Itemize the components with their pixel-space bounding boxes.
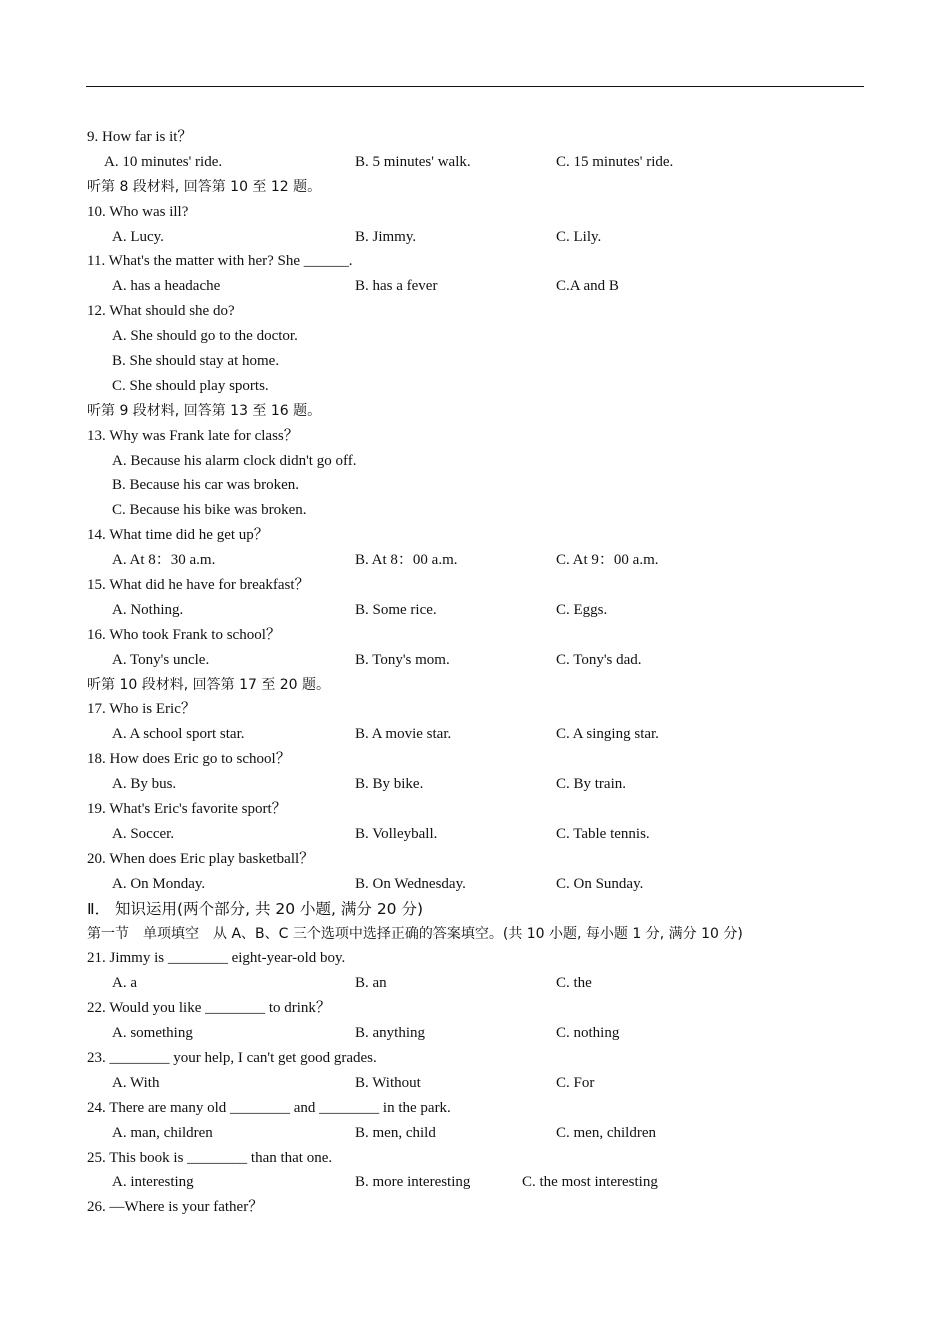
options-15 xyxy=(87,598,867,623)
option-b: B. more interesting xyxy=(355,1174,471,1191)
options-11 xyxy=(87,274,867,299)
option-c: C. By train. xyxy=(556,776,626,793)
section-heading-8: 听第 8 段材料, 回答第 10 至 12 题。 xyxy=(87,178,322,195)
option-a: A. On Monday. xyxy=(112,875,206,892)
option-c: C. men, children xyxy=(556,1124,656,1141)
option-a: A. Nothing. xyxy=(112,601,184,618)
option-b: B. Because his car was broken. xyxy=(112,477,300,494)
options-21 xyxy=(87,971,867,996)
option-c: C. Because his bike was broken. xyxy=(112,502,307,519)
question-10: 10. Who was ill? xyxy=(87,203,189,220)
option-a: A. man, children xyxy=(112,1124,213,1141)
option-b: B. On Wednesday. xyxy=(355,875,466,892)
option-b: B. Jimmy. xyxy=(355,228,417,245)
question-12: 12. What should she do? xyxy=(87,303,235,320)
option-b: B. Some rice. xyxy=(355,601,437,618)
option-c: C. At 9：00 a.m. xyxy=(556,552,659,569)
exam-page xyxy=(87,125,867,1220)
section-heading-10: 听第 10 段材料, 回答第 17 至 20 题。 xyxy=(87,676,331,693)
question-20: 20. When does Eric play basketball？ xyxy=(87,850,315,867)
option-c: C. She should play sports. xyxy=(112,377,269,394)
option-b: B. A movie star. xyxy=(355,726,452,743)
option-a: A. 10 minutes' ride. xyxy=(104,153,223,170)
option-c: C. the most interesting xyxy=(522,1174,658,1191)
subsection-heading: 第一节 单项填空 从 A、B、C 三个选项中选择正确的答案填空。(共 10 小题, 每小题 1 分, 满分 10 分) xyxy=(87,925,743,942)
options-18 xyxy=(87,772,867,797)
option-c: C. Eggs. xyxy=(556,601,608,618)
option-c: C. Table tennis. xyxy=(556,825,650,842)
option-c: C.A and B xyxy=(556,278,619,295)
option-a: A. interesting xyxy=(112,1174,194,1191)
option-c: C. Tony's dad. xyxy=(556,651,642,668)
options-17 xyxy=(87,722,867,747)
options-22 xyxy=(87,1021,867,1046)
options-25 xyxy=(87,1170,867,1195)
options-19 xyxy=(87,822,867,847)
options-9 xyxy=(87,150,867,175)
option-b: B. anything xyxy=(355,1025,425,1042)
option-b: B. Tony's mom. xyxy=(355,651,450,668)
part-heading: Ⅱ． 知识运用(两个部分, 共 20 小题, 满分 20 分) xyxy=(87,899,424,918)
option-c: C. 15 minutes' ride. xyxy=(556,153,674,170)
question-24: 24. There are many old ________ and ________ in the park. xyxy=(87,1099,451,1116)
question-14: 14. What time did he get up？ xyxy=(87,527,269,544)
question-13: 13. Why was Frank late for class？ xyxy=(87,427,299,444)
option-c: C. the xyxy=(556,975,592,992)
options-20 xyxy=(87,872,867,897)
option-a: A. She should go to the doctor. xyxy=(112,328,298,345)
option-b: B. She should stay at home. xyxy=(112,353,280,370)
option-b: B. men, child xyxy=(355,1124,436,1141)
question-26: 26. —Where is your father？ xyxy=(87,1199,264,1216)
options-10 xyxy=(87,225,867,250)
question-15: 15. What did he have for breakfast？ xyxy=(87,577,310,594)
options-24 xyxy=(87,1121,867,1146)
option-b: B. Volleyball. xyxy=(355,825,438,842)
option-b: B. 5 minutes' walk. xyxy=(355,153,471,170)
option-a: A. Tony's uncle. xyxy=(112,651,210,668)
section-heading-9: 听第 9 段材料, 回答第 13 至 16 题。 xyxy=(87,402,322,419)
option-c: C. A singing star. xyxy=(556,726,659,743)
options-14 xyxy=(87,548,867,573)
option-a: A. A school sport star. xyxy=(112,726,245,743)
option-a: A. something xyxy=(112,1025,193,1042)
question-17: 17. Who is Eric？ xyxy=(87,701,196,718)
question-22: 22. Would you like ________ to drink？ xyxy=(87,1000,331,1017)
option-a: A. Because his alarm clock didn't go off. xyxy=(112,452,357,469)
option-a: A. a xyxy=(112,975,137,992)
question-11: 11. What's the matter with her? She ______. xyxy=(87,253,353,270)
option-c: C. Lily. xyxy=(556,228,602,245)
options-23 xyxy=(87,1071,867,1096)
option-b: B. an xyxy=(355,975,387,992)
question-25: 25. This book is ________ than that one. xyxy=(87,1149,333,1166)
option-a: A. has a headache xyxy=(112,278,221,295)
option-a: A. Soccer. xyxy=(112,825,175,842)
option-c: C. nothing xyxy=(556,1025,620,1042)
option-c: C. On Sunday. xyxy=(556,875,644,892)
question-21: 21. Jimmy is ________ eight-year-old boy. xyxy=(87,950,346,967)
question-18: 18. How does Eric go to school？ xyxy=(87,751,291,768)
option-b: B. has a fever xyxy=(355,278,438,295)
option-a: A. At 8：30 a.m. xyxy=(112,552,216,569)
option-a: A. By bus. xyxy=(112,776,177,793)
option-c: C. For xyxy=(556,1074,595,1091)
option-b: B. Without xyxy=(355,1074,421,1091)
header-rule xyxy=(86,86,864,87)
option-b: B. At 8：00 a.m. xyxy=(355,552,458,569)
question-19: 19. What's Eric's favorite sport？ xyxy=(87,801,287,818)
option-a: A. Lucy. xyxy=(112,228,164,245)
question-16: 16. Who took Frank to school？ xyxy=(87,626,281,643)
question-23: 23. ________ your help, I can't get good grades. xyxy=(87,1049,377,1066)
option-b: B. By bike. xyxy=(355,776,424,793)
question-9: 9. How far is it？ xyxy=(87,129,193,145)
options-16 xyxy=(87,648,867,673)
option-a: A. With xyxy=(112,1074,160,1091)
